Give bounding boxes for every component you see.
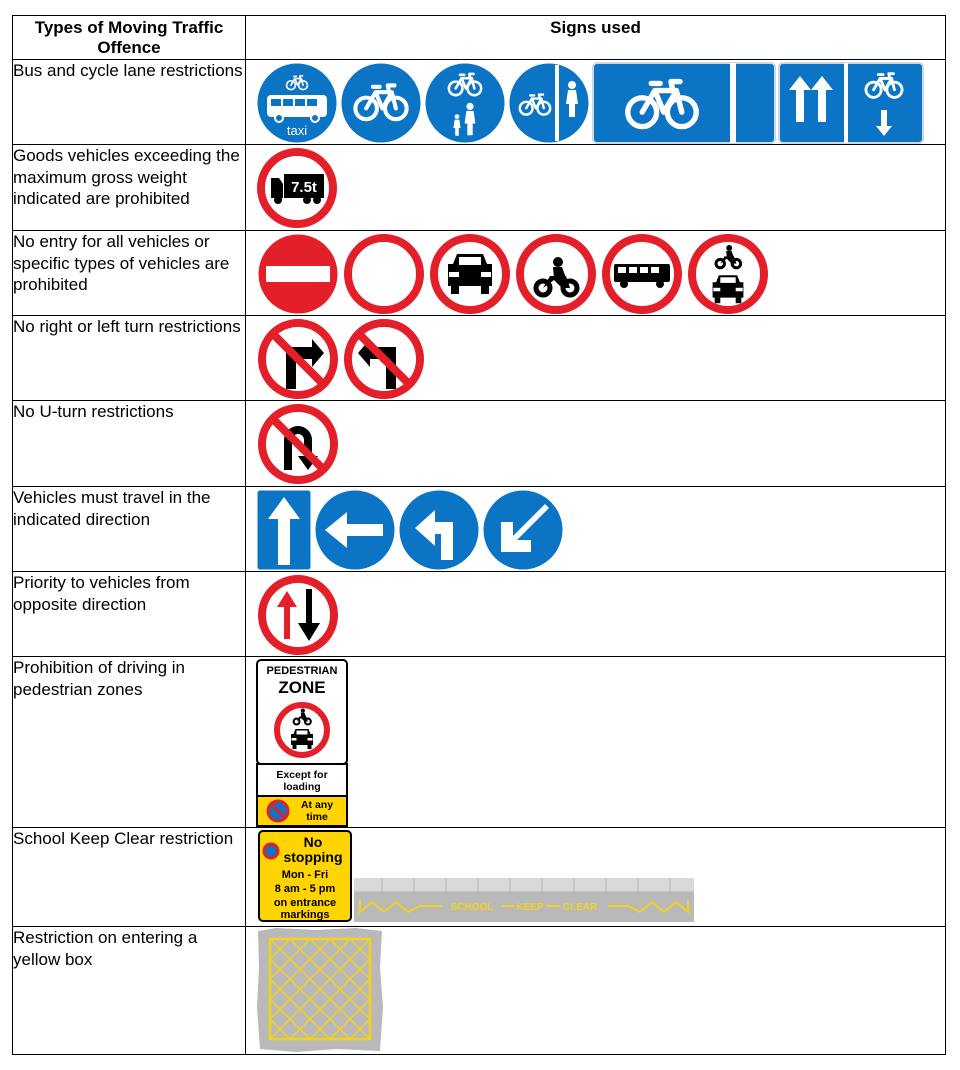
weight-text: 7.5t bbox=[291, 179, 317, 196]
at-any-text-2: time bbox=[306, 811, 328, 823]
cycle-lane-sign bbox=[592, 62, 776, 144]
cycle-route-sign bbox=[340, 62, 422, 144]
shared-pedestrian-cycle-sign bbox=[424, 62, 506, 144]
except-text-1: Except for bbox=[276, 769, 328, 781]
header-signs-used: Signs used bbox=[246, 16, 946, 60]
except-text-2: loading bbox=[283, 781, 321, 793]
table-row bbox=[13, 60, 946, 145]
no-buses-sign bbox=[600, 233, 684, 315]
no-entry-sign bbox=[256, 233, 340, 315]
no-stopping-plate bbox=[258, 830, 352, 922]
keep-left-sign bbox=[482, 489, 564, 571]
no-motor-vehicles-sign bbox=[686, 233, 770, 315]
table-row bbox=[13, 316, 946, 401]
bus-cycle-taxi-sign bbox=[256, 62, 338, 144]
signs-cell bbox=[246, 657, 946, 828]
signs-cell bbox=[246, 828, 946, 927]
taxi-text: taxi bbox=[286, 123, 308, 138]
at-any-text-1: At any bbox=[300, 799, 334, 811]
offence-label: Restriction on entering a yellow box bbox=[13, 927, 246, 1055]
signs-cell bbox=[246, 231, 946, 316]
signs-cell bbox=[246, 572, 946, 657]
turn-left-sign bbox=[314, 489, 396, 571]
table-row bbox=[13, 572, 946, 657]
hours-text: 8 am - 5 pm bbox=[274, 883, 336, 895]
keep-text: KEEP bbox=[516, 902, 544, 913]
contraflow-cycle-lane-sign bbox=[778, 62, 924, 144]
header-offence-type: Types of Moving Traffic Offence bbox=[13, 16, 246, 60]
no-u-turn-sign bbox=[256, 403, 340, 485]
no-text: No bbox=[303, 834, 323, 850]
no-vehicles-sign bbox=[342, 233, 426, 315]
zone-text: ZONE bbox=[278, 678, 326, 697]
signs-cell bbox=[246, 487, 946, 572]
table-row bbox=[13, 828, 946, 927]
signs-cell bbox=[246, 145, 946, 231]
no-motorcycles-sign bbox=[514, 233, 598, 315]
one-way-sign bbox=[256, 489, 312, 571]
table-row bbox=[13, 145, 946, 231]
pedestrian-text: PEDESTRIAN bbox=[266, 665, 338, 677]
stopping-text: stopping bbox=[283, 849, 343, 865]
signs-cell bbox=[246, 60, 946, 145]
offence-label: Priority to vehicles from opposite direction bbox=[13, 572, 246, 657]
offence-label: No right or left turn restrictions bbox=[13, 316, 246, 401]
offences-table bbox=[12, 15, 946, 1055]
table-row bbox=[13, 927, 946, 1055]
school-keep-clear-marking bbox=[354, 878, 694, 922]
pedestrian-zone-sign bbox=[256, 659, 348, 827]
segregated-cycle-pedestrian-sign bbox=[508, 62, 590, 144]
no-right-turn-sign bbox=[256, 318, 340, 400]
signs-cell bbox=[246, 927, 946, 1055]
no-cars-sign bbox=[428, 233, 512, 315]
yellow-box-junction bbox=[256, 927, 384, 1053]
mon-fri-text: Mon - Fri bbox=[281, 869, 329, 881]
school-text: SCHOOL bbox=[450, 902, 494, 913]
weight-limit-sign bbox=[256, 147, 338, 229]
table-header-row bbox=[13, 16, 946, 60]
table-row bbox=[13, 487, 946, 572]
offence-label: Prohibition of driving in pedestrian zones bbox=[13, 657, 246, 828]
offence-label: Goods vehicles exceeding the maximum gross weight indicated are prohibited bbox=[13, 145, 246, 231]
table-row bbox=[13, 657, 946, 828]
clear-text: CLEAR bbox=[562, 902, 598, 913]
offence-label: No U-turn restrictions bbox=[13, 401, 246, 487]
offence-label: Vehicles must travel in the indicated direction bbox=[13, 487, 246, 572]
offence-label: Bus and cycle lane restrictions bbox=[13, 60, 246, 145]
signs-cell bbox=[246, 401, 946, 487]
table-row bbox=[13, 231, 946, 316]
give-way-oncoming-sign bbox=[256, 574, 340, 656]
turn-left-ahead-sign bbox=[398, 489, 480, 571]
offence-label: School Keep Clear restriction bbox=[13, 828, 246, 927]
on-entrance-text: on entrance bbox=[273, 897, 337, 909]
table-row bbox=[13, 401, 946, 487]
offence-label: No entry for all vehicles or specific types of vehicles are prohibited bbox=[13, 231, 246, 316]
signs-cell bbox=[246, 316, 946, 401]
no-left-turn-sign bbox=[342, 318, 426, 400]
markings-text: markings bbox=[280, 909, 330, 921]
